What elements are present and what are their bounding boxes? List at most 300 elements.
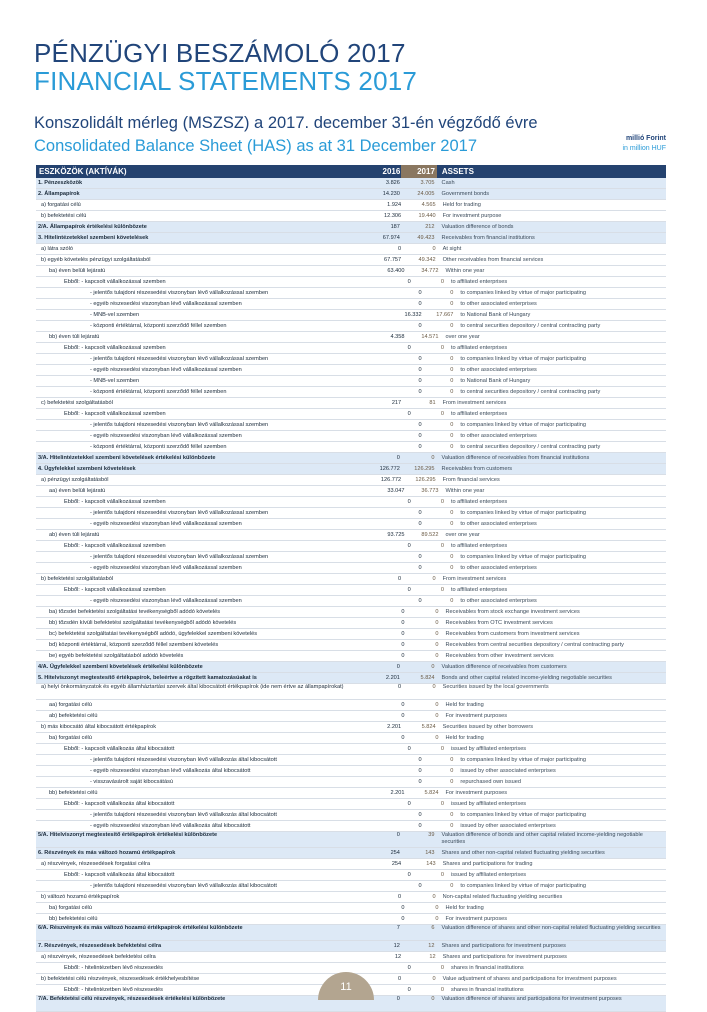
unit-en: in million HUF (622, 145, 666, 152)
row-value-2017: 4.565 (421, 202, 436, 208)
row-value-2016: 0 (407, 872, 411, 878)
row-value-2017: 81 (429, 400, 436, 406)
row-label-hu: - központi értéktárral, központi szerződő féllel szemben (90, 389, 227, 395)
row-value-2016: 0 (398, 576, 402, 582)
table-row (36, 744, 666, 755)
row-label-hu: Ebből: - kapcsolt vállalkozással szemben (64, 499, 166, 505)
table-row (36, 365, 666, 376)
row-value-2016: 7 (396, 925, 400, 931)
row-label-hu: ba) éven belüli lejáratú (49, 268, 106, 274)
row-value-2017: 0 (450, 510, 454, 516)
row-label-hu: - visszavásárolt saját kibocsátású (90, 779, 174, 785)
row-label-en: For investment purposes (445, 713, 508, 719)
row-value-2016: 0 (401, 905, 405, 911)
row-label-hu: 4/A. Ügyfelekkel szembeni követelések értékelési különbözete (38, 664, 203, 670)
page-title-hu: PÉNZÜGYI BESZÁMOLÓ 2017 (34, 38, 406, 68)
table-row (36, 711, 666, 722)
row-label-en: to affiliated enterprises (450, 345, 508, 351)
row-value-2016: 0 (418, 378, 422, 384)
row-value-2017: 0 (450, 389, 454, 395)
row-label-en: Receivables from stock exchange investment services (445, 609, 580, 615)
row-value-2016: 93.725 (387, 532, 405, 538)
row-value-2017: 49.342 (418, 257, 436, 263)
header-2016: 2016 (382, 167, 401, 176)
row-value-2016: 0 (407, 411, 411, 417)
row-label-hu: - MNB-vel szemben (90, 312, 140, 318)
row-value-2016: 0 (407, 345, 411, 351)
subtitle-hu: Konszolidált mérleg (MSZSZ) a 2017. december 31-én végződő évre (34, 114, 538, 132)
row-value-2017: 0 (432, 246, 436, 252)
row-label-hu: Ebből: - kapcsolt vállalkozás által kibocsátott (64, 746, 175, 752)
row-value-2017: 0 (450, 323, 454, 329)
row-value-2016: 0 (396, 832, 400, 838)
table-row (36, 848, 666, 859)
row-label-en: Receivables from other investment services (445, 653, 554, 659)
row-value-2017: 24.005 (417, 191, 435, 197)
table-row (36, 343, 666, 354)
row-label-hu: Ebből: - kapcsolt vállalkozással szemben (64, 543, 166, 549)
row-label-en: Valuation difference of shares and participations for investment purposes (441, 996, 622, 1002)
row-label-en: Value adjustment of shares and participations for investment purposes (442, 976, 617, 982)
row-value-2016: 0 (418, 768, 422, 774)
table-row (36, 700, 666, 711)
table-row (36, 684, 666, 700)
row-value-2017: 6 (431, 925, 435, 931)
row-value-2016: 0 (396, 996, 400, 1002)
row-label-en: to companies linked by virtue of major participating (460, 757, 586, 763)
row-value-2017: 0 (435, 653, 439, 659)
row-label-en: to companies linked by virtue of major participating (460, 554, 586, 560)
row-value-2016: 0 (418, 422, 422, 428)
row-label-hu: - jelentős tulajdoni részesedési viszonyban lévő vállalkozással szemben (90, 510, 269, 516)
row-value-2016: 1.924 (387, 202, 402, 208)
row-value-2016: 0 (407, 746, 411, 752)
row-value-2017: 5.824 (421, 724, 436, 730)
row-value-2016: 0 (401, 642, 405, 648)
row-label-hu: - egyéb részesedési viszonyban lévő vállalkozással szemben (90, 433, 242, 439)
row-label-en: to affiliated enterprises (450, 587, 508, 593)
row-value-2017: 0 (440, 801, 444, 807)
row-value-2017: 0 (435, 735, 439, 741)
table-row (36, 788, 666, 799)
row-value-2017: 0 (450, 422, 454, 428)
row-label-en: to central securities depository / central contracting party (460, 444, 601, 450)
row-value-2017: 0 (450, 565, 454, 571)
table-row (36, 453, 666, 464)
table-row (36, 870, 666, 881)
row-value-2016: 0 (401, 713, 405, 719)
table-row (36, 486, 666, 497)
row-value-2016: 0 (418, 323, 422, 329)
table-row (36, 321, 666, 332)
row-label-en: to other associated enterprises (460, 367, 537, 373)
row-value-2016: 0 (401, 702, 405, 708)
row-label-hu: - egyéb részesedési viszonyban lévő vállalkozás által kibocsátott (90, 823, 251, 829)
row-value-2017: 0 (440, 411, 444, 417)
row-label-hu: - jelentős tulajdoni részesedési viszonyban lévő vállalkozással szemben (90, 290, 269, 296)
row-label-en: Valuation difference of bonds and other capital related income-yielding negotiable securities (441, 832, 643, 845)
row-label-en: to companies linked by virtue of major participating (460, 422, 586, 428)
row-value-2016: 0 (401, 631, 405, 637)
row-value-2017: 12 (428, 943, 435, 949)
row-label-hu: 6/A. Részvények és más változó hozamú értékpapírok értékelési különbözete (38, 925, 243, 931)
row-value-2016: 0 (407, 801, 411, 807)
row-value-2017: 0 (450, 598, 454, 604)
row-label-en: Held for trading (445, 735, 484, 741)
unit-note (622, 134, 666, 154)
row-label-en: Valuation difference of bonds (441, 224, 514, 230)
table-row (36, 952, 666, 963)
table-row (36, 475, 666, 486)
row-value-2016: 2.201 (385, 675, 400, 681)
row-value-2017: 143 (426, 861, 436, 867)
row-label-hu: - egyéb részesedési viszonyban lévő vállalkozással szemben (90, 301, 242, 307)
row-label-hu: 6. Részvények és más változó hozamú értékpapírok (38, 850, 176, 856)
row-label-hu: Ebből: - hitelintézetben lévő részesedés (64, 987, 163, 993)
row-label-en: to other associated enterprises (460, 565, 537, 571)
table-row (36, 821, 666, 832)
row-label-en: Held for trading (445, 905, 484, 911)
row-label-en: over one year (445, 334, 480, 340)
row-value-2016: 0 (418, 444, 422, 450)
row-value-2017: 0 (450, 883, 454, 889)
row-label-en: to companies linked by virtue of major participating (460, 356, 586, 362)
row-value-2017: 39 (428, 832, 435, 838)
row-value-2017: 36.773 (421, 488, 439, 494)
row-label-en: to National Bank of Hungary (460, 378, 531, 384)
row-label-hu: b) egyéb követelés pénzügyi szolgáltatásból (41, 257, 151, 263)
row-value-2016: 0 (398, 684, 402, 690)
row-label-en: shares in financial institutions (450, 987, 524, 993)
row-value-2017: 0 (450, 433, 454, 439)
row-label-en: to companies linked by virtue of major participating (460, 883, 586, 889)
row-value-2017: 0 (432, 976, 436, 982)
row-label-en: to companies linked by virtue of major participating (460, 812, 586, 818)
row-value-2017: 0 (435, 620, 439, 626)
row-value-2016: 217 (391, 400, 402, 406)
row-label-hu: bc) befektetési szolgáltatási tevékenységből adódó, ügyfelekkel szembeni követelés (49, 631, 258, 637)
row-label-en: From investment services (442, 576, 507, 582)
row-label-hu: - egyéb részesedési viszonyban lévő vállalkozással szemben (90, 367, 242, 373)
row-label-hu: Ebből: - hitelintézetben lévő részesedés (64, 965, 163, 971)
row-label-hu: a) helyi önkormányzatok és egyéb államháztartási szervek által kibocsátott értékpapírok (ide nem értve az állampapírokat) (41, 684, 344, 690)
table-row (36, 508, 666, 519)
table-row (36, 288, 666, 299)
row-value-2016: 0 (418, 301, 422, 307)
table-row (36, 255, 666, 266)
table-row (36, 810, 666, 821)
row-label-en: to affiliated enterprises (450, 543, 508, 549)
row-label-hu: 2. Állampapírok (38, 191, 80, 197)
row-value-2016: 0 (418, 883, 422, 889)
row-value-2016: 12.306 (384, 213, 402, 219)
row-value-2017: 0 (450, 757, 454, 763)
row-value-2016: 187 (390, 224, 400, 230)
row-label-en: Within one year (445, 268, 485, 274)
table-row (36, 892, 666, 903)
row-label-en: Cash (441, 180, 455, 186)
row-value-2017: 126.295 (415, 477, 436, 483)
row-value-2017: 0 (431, 455, 435, 461)
row-label-en: to affiliated enterprises (450, 279, 508, 285)
table-row (36, 310, 666, 321)
row-value-2017: 0 (431, 664, 435, 670)
row-value-2017: 143 (425, 850, 435, 856)
row-label-hu: Ebből: - kapcsolt vállalkozás által kibocsátott (64, 801, 175, 807)
row-value-2017: 0 (450, 356, 454, 362)
table-row (36, 244, 666, 255)
row-label-hu: 5. Hitelviszonyt megtestesítő értékpapírok, beleértve a rögzített kamatozásúakat is (38, 675, 257, 681)
row-value-2017: 0 (440, 872, 444, 878)
row-label-en: Held for trading (445, 702, 484, 708)
row-label-hu: 7/A. Befektetési célú részvények, részesedések értékelési különbözete (38, 996, 226, 1002)
row-value-2016: 0 (418, 433, 422, 439)
table-row (36, 777, 666, 788)
row-value-2017: 0 (450, 812, 454, 818)
table-row (36, 442, 666, 453)
row-value-2017: 126.295 (414, 466, 435, 472)
row-value-2017: 0 (440, 279, 444, 285)
table-row (36, 733, 666, 744)
table-body (36, 178, 666, 1012)
table-row (36, 211, 666, 222)
row-value-2017: 0 (432, 576, 436, 582)
row-label-en: Receivables from customers from investment services (445, 631, 580, 637)
row-value-2016: 16.332 (404, 312, 422, 318)
row-label-en: Non-capital related fluctuating yielding securities (442, 894, 563, 900)
row-label-hu: b) befektetési célú (41, 213, 87, 219)
balance-sheet-table (36, 165, 666, 1012)
row-label-en: issued by other associated enterprises (460, 768, 556, 774)
row-label-en: to other associated enterprises (460, 301, 537, 307)
row-label-hu: a) részvények, részesedések befektetési célra (41, 954, 156, 960)
row-label-hu: Ebből: - kapcsolt vállalkozással szemben (64, 587, 166, 593)
row-value-2016: 0 (398, 976, 402, 982)
row-label-hu: - központi értéktárral, központi szerződő féllel szemben (90, 444, 227, 450)
table-row (36, 233, 666, 244)
row-label-en: Shares and other non-capital related fluctuating yielding securities (441, 850, 605, 856)
row-label-hu: Ebből: - kapcsolt vállalkozás által kibocsátott (64, 872, 175, 878)
row-label-hu: bb) éven túli lejáratú (49, 334, 100, 340)
row-label-en: to affiliated enterprises (450, 499, 508, 505)
table-row (36, 799, 666, 810)
row-label-en: Held for trading (442, 202, 481, 208)
table-row (36, 530, 666, 541)
row-value-2016: 0 (418, 598, 422, 604)
row-label-hu: c) befektetési szolgáltatásból (41, 400, 113, 406)
row-value-2017: 0 (435, 713, 439, 719)
row-label-en: Securities issued by other borrowers (442, 724, 534, 730)
table-row (36, 541, 666, 552)
row-value-2017: 0 (440, 746, 444, 752)
table-row (36, 266, 666, 277)
page-title-en: FINANCIAL STATEMENTS 2017 (34, 66, 418, 96)
page-number: 11 (318, 972, 374, 1000)
row-label-en: over one year (445, 532, 480, 538)
row-label-hu: bb) befektetési célú (49, 916, 98, 922)
row-label-en: Shares and participations for trading (442, 861, 533, 867)
row-value-2017: 0 (440, 987, 444, 993)
row-value-2017: 0 (450, 554, 454, 560)
row-label-hu: ba) tőzsdei befektetési szolgáltatási tevékenységből adódó követelés (49, 609, 221, 615)
row-value-2017: 0 (432, 684, 436, 690)
row-value-2016: 0 (418, 510, 422, 516)
row-label-en: Shares and participations for investment purposes (441, 943, 566, 949)
table-row (36, 222, 666, 233)
row-value-2016: 0 (407, 543, 411, 549)
row-value-2017: 0 (435, 905, 439, 911)
row-label-hu: - jelentős tulajdoni részesedési viszonyban lévő vállalkozással szemben (90, 554, 269, 560)
table-row (36, 618, 666, 629)
row-value-2017: 0 (435, 702, 439, 708)
table-row (36, 766, 666, 777)
row-value-2017: 0 (450, 779, 454, 785)
row-label-hu: - MNB-vel szemben (90, 378, 140, 384)
row-label-hu: b) befektetési célú részvények, részesedések értékhelyesbítése (41, 976, 200, 982)
row-label-hu: Ebből: - kapcsolt vállalkozással szemben (64, 279, 166, 285)
row-value-2017: 0 (450, 290, 454, 296)
row-label-en: Valuation difference of receivables from financial institutions (441, 455, 590, 461)
row-value-2017: 14.571 (421, 334, 439, 340)
table-row (36, 755, 666, 766)
table-row (36, 585, 666, 596)
row-value-2016: 0 (418, 367, 422, 373)
table-row (36, 941, 666, 952)
row-label-hu: - jelentős tulajdoni részesedési viszonyban lévő vállalkozás által kibocsátott (90, 883, 277, 889)
row-label-hu: bb) tőzsdén kívüli befektetési szolgáltatási tevékenységből adódó követelés (49, 620, 237, 626)
row-label-en: From investment services (442, 400, 507, 406)
row-label-hu: 5/A. Hitelviszonyt megtestesítő értékpapírok értékelési különbözete (38, 832, 218, 838)
row-label-en: repurchased own issued (460, 779, 521, 785)
row-label-en: to other associated enterprises (460, 598, 537, 604)
table-row (36, 387, 666, 398)
row-value-2017: 0 (440, 587, 444, 593)
row-value-2016: 12 (393, 943, 400, 949)
row-value-2017: 3.705 (420, 180, 435, 186)
row-label-hu: aa) forgatási célú (49, 702, 92, 708)
table-row (36, 178, 666, 189)
row-label-en: Bonds and other capital related income-yielding negotiable securities (441, 675, 612, 681)
row-value-2017: 0 (450, 768, 454, 774)
row-value-2017: 0 (435, 631, 439, 637)
row-label-en: Receivables from customers (441, 466, 513, 472)
row-value-2017: 0 (450, 378, 454, 384)
table-row (36, 354, 666, 365)
table-row (36, 596, 666, 607)
row-value-2017: 0 (440, 499, 444, 505)
row-label-en: issued by affiliated enterprises (450, 872, 527, 878)
row-label-hu: - jelentős tulajdoni részesedési viszonyban lévő vállalkozás által kibocsátott (90, 757, 277, 763)
row-value-2016: 0 (407, 587, 411, 593)
row-value-2016: 14.230 (382, 191, 400, 197)
row-label-hu: 2/A. Állampapírok értékelési különbözete (38, 224, 147, 230)
row-label-hu: 3. Hitelintézetekkel szembeni követelések (38, 235, 149, 241)
row-value-2016: 0 (418, 757, 422, 763)
row-label-hu: - egyéb részesedési viszonyban lévő vállalkozás által kibocsátott (90, 768, 251, 774)
row-value-2016: 3.826 (385, 180, 400, 186)
row-value-2017: 0 (440, 965, 444, 971)
row-value-2017: 0 (450, 444, 454, 450)
row-value-2017: 0 (450, 301, 454, 307)
row-value-2016: 0 (401, 735, 405, 741)
row-value-2017: 0 (440, 543, 444, 549)
table-row (36, 519, 666, 530)
header-2017: 2017 (401, 165, 437, 178)
table-row (36, 398, 666, 409)
row-label-en: issued by other associated enterprises (460, 823, 556, 829)
table-row (36, 431, 666, 442)
table-row (36, 563, 666, 574)
row-label-hu: 7. Részvények, részesedések befektetési célra (38, 943, 162, 949)
row-label-en: to companies linked by virtue of major participating (460, 290, 586, 296)
row-value-2017: 0 (450, 823, 454, 829)
row-value-2016: 2.201 (387, 724, 402, 730)
row-value-2017: 49.423 (417, 235, 435, 241)
row-value-2016: 0 (418, 290, 422, 296)
row-label-en: shares in financial institutions (450, 965, 524, 971)
row-label-en: to other associated enterprises (460, 521, 537, 527)
row-label-en: Valuation difference of shares and other non-capital related fluctuating yielding securities (441, 925, 661, 931)
row-value-2016: 0 (401, 916, 405, 922)
row-label-hu: - jelentős tulajdoni részesedési viszonyban lévő vállalkozással szemben (90, 356, 269, 362)
row-value-2017: 12 (429, 954, 436, 960)
row-value-2016: 0 (418, 812, 422, 818)
row-label-hu: 4. Ügyfelekkel szembeni követelések (38, 466, 136, 472)
table-row (36, 662, 666, 673)
row-label-en: From financial services (442, 477, 500, 483)
row-label-hu: bb) befektetési célú (49, 790, 98, 796)
row-label-en: For investment purpose (442, 213, 502, 219)
row-label-hu: - központi értéktárral, központi szerződő féllel szemben (90, 323, 227, 329)
row-label-en: Valuation difference of receivables from customers (441, 664, 567, 670)
table-row (36, 189, 666, 200)
row-label-en: Receivables from OTC investment services (445, 620, 553, 626)
row-label-en: For investment purposes (445, 916, 508, 922)
row-label-en: Receivables from financial institutions (441, 235, 535, 241)
table-row (36, 881, 666, 892)
row-label-hu: a) forgatási célú (41, 202, 81, 208)
row-label-hu: ab) befektetési célú (49, 713, 98, 719)
row-value-2016: 0 (401, 609, 405, 615)
table-row (36, 640, 666, 651)
table-row (36, 651, 666, 662)
row-value-2017: 5.824 (424, 790, 439, 796)
row-value-2016: 67.757 (384, 257, 402, 263)
row-value-2016: 0 (418, 554, 422, 560)
row-value-2016: 0 (418, 389, 422, 395)
row-value-2017: 0 (435, 642, 439, 648)
row-value-2016: 126.772 (379, 466, 400, 472)
row-label-en: Shares and participations for investment purposes (442, 954, 567, 960)
row-value-2016: 0 (407, 499, 411, 505)
row-label-en: issued by affiliated enterprises (450, 801, 527, 807)
unit-hu: millió Forint (625, 135, 666, 142)
table-row (36, 376, 666, 387)
table-header (36, 165, 666, 178)
row-label-hu: - jelentős tulajdoni részesedési viszonyban lévő vállalkozással szemben (90, 422, 269, 428)
table-row (36, 277, 666, 288)
row-label-en: to central securities depository / central contracting party (460, 389, 601, 395)
row-value-2016: 2.201 (390, 790, 405, 796)
row-label-hu: a) részvények, részesedések forgatási célra (41, 861, 151, 867)
row-label-en: to National Bank of Hungary (460, 312, 531, 318)
row-label-hu: a) látra szóló (41, 246, 74, 252)
row-label-hu: b) befektetési szolgáltatásból (41, 576, 114, 582)
row-label-hu: - jelentős tulajdoni részesedési viszonyban lévő vállalkozás által kibocsátott (90, 812, 277, 818)
table-row (36, 200, 666, 211)
row-label-hu: be) egyéb befektetési szolgáltatásból adódó követelés (49, 653, 184, 659)
row-value-2016: 0 (396, 664, 400, 670)
